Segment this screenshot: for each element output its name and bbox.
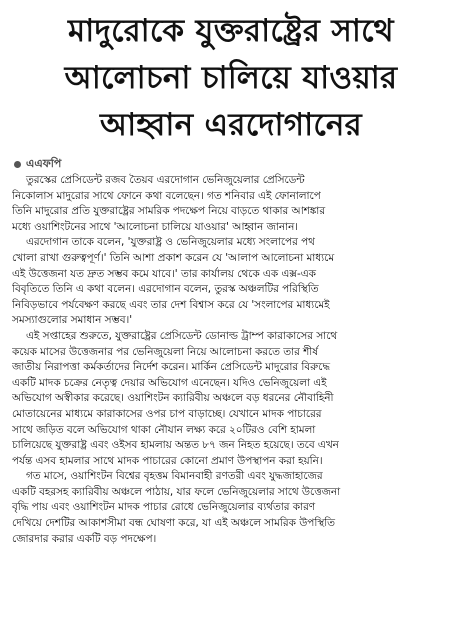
paragraph bbox=[12, 469, 450, 547]
text-line: মধ্যে ওয়াশিংটনের সাথে 'আলোচনা চালিয়ে যাওয়ার' আহ্বান জানান। bbox=[12, 220, 299, 233]
headline bbox=[12, 6, 450, 149]
text-line: তুরস্কের প্রেসিডেন্ট রজব তৈয়ব এরদোগান ভেনিজুয়েলার প্রেসিডেন্ট bbox=[26, 174, 305, 186]
text-line: জাতীয় নিরাপত্তা কর্মকর্তাদের নির্দেশ করেন। মার্কিন প্রেসিডেন্ট মাদুরোর বিরুদ্ধে bbox=[12, 361, 330, 374]
headline-line: আলোচনা চালিয়ে যাওয়ার bbox=[64, 60, 398, 96]
text-line: খোলা রাখা গুরুত্বপূর্ণ।' তিনি আশা প্রকাশ করেন যে 'আলাপ আলোচনা মাধ্যমে bbox=[12, 251, 335, 264]
paragraph bbox=[12, 329, 450, 469]
news-source: এএফপি bbox=[26, 156, 62, 170]
article-body bbox=[12, 173, 450, 547]
text-line: সমস্যাগুলোর সমাধান সম্ভব।' bbox=[12, 314, 133, 327]
text-line: গত মাসে, ওয়াশিংটন বিশ্বের বৃহত্তম বিমানবাহী রণতরী এবং যুদ্ধজাহাজের bbox=[26, 470, 323, 483]
text-line: এরদোগান তাকে বলেন, 'যুক্তরাষ্ট্র ও ভেনিজুয়েলার মধ্যে সংলাপের পথ bbox=[26, 236, 315, 249]
paragraph bbox=[12, 173, 450, 235]
text-line: চালিয়েছে যুক্তরাষ্ট্র এবং ওইসব হামলায় অন্তত ৮৭ জন নিহত হয়েছে। তবে এখন bbox=[12, 439, 339, 452]
text-line: এই উত্তেজনা যত দ্রুত সম্ভব কমে যাবে।' তার কার্যালয় থেকে এক এক্স-এক bbox=[12, 267, 316, 280]
byline bbox=[12, 157, 450, 171]
bullet-icon bbox=[14, 161, 21, 168]
text-line: বিবৃতিতে তিনি এ কথা বলেন। এরদোগান বলেন, তুরস্ক অঞ্চলটির পরিস্থিতি bbox=[12, 283, 319, 296]
text-line: একটি মাদক চক্রের নেতৃত্ব দেয়ার অভিযোগ এনেছেন। যদিও ভেনিজুয়েলা এই bbox=[12, 376, 327, 389]
text-line: অভিযোগ অস্বীকার করেছে। ওয়াশিংটন ক্যারিবীয় অঞ্চলে বড় ধরনের নৌবাহিনী bbox=[12, 392, 334, 405]
text-line: তিনি মাদুরোর প্রতি যুক্তরাষ্ট্রের সামরিক পদক্ষেপ নিয়ে বাড়তে থাকার আশঙ্কার bbox=[12, 205, 326, 218]
text-line: এই সপ্তাহের শুরুতে, যুক্তরাষ্ট্রের প্রেসিডেন্ট ডোনাল্ড ট্রাম্প কারাকাসের সাথে bbox=[26, 329, 338, 342]
text-line: মোতায়েনের মাধ্যমে কারাকাসের ওপর চাপ বাড়াচ্ছে। যেখানে মাদক পাচারের bbox=[12, 407, 322, 420]
text-line: নিবিড়ভাবে পর্যবেক্ষণ করছে এবং তার দেশ বিশ্বাস করে যে 'সংলাপের মাধ্যমেই bbox=[12, 298, 330, 311]
headline-line: মাদুরোকে যুক্তরাষ্ট্রের সাথে bbox=[68, 13, 394, 49]
text-line: পর্যন্ত এসব হামলার সাথে মাদক পাচারের কোনো প্রমাণ উপস্থাপন করা হয়নি। bbox=[12, 454, 323, 467]
text-line: কয়েক মাসের উত্তেজনার পর ভেনিজুয়েলা নিয়ে আলোচনা করতে তার শীর্ষ bbox=[12, 345, 318, 358]
paragraph bbox=[12, 235, 450, 329]
text-line: নিকোলাস মাদুরোর সাথে ফোনে কথা বলেছেন। গত শনিবার এই ফোনালাপে bbox=[12, 189, 321, 202]
text-line: দেখিয়ে দেশটির আকাশসীমা বন্ধ ঘোষণা করে, যা এই অঞ্চলে সামরিক উপস্থিতি bbox=[12, 517, 335, 530]
text-line: জোরদার করার একটি বড় পদক্ষেপ। bbox=[12, 532, 157, 545]
text-line: সাথে জড়িত বলে অভিযোগ থাকা নৌযান লক্ষ্য করে ২০টিরও বেশি হামলা bbox=[12, 423, 316, 436]
text-line: একটি বহরসহ ক্যারিবীয় অঞ্চলে পাঠায়, যার ফলে ভেনিজুয়েলার সাথে উত্তেজনা bbox=[12, 485, 341, 498]
text-line: বৃদ্ধি পায় এবং ওয়াশিংটন মাদক পাচার রোধে ভেনিজুয়েলার ব্যর্থতার কারণ bbox=[12, 501, 316, 514]
headline-line: আহ্বান এরদোগানের bbox=[99, 107, 363, 143]
